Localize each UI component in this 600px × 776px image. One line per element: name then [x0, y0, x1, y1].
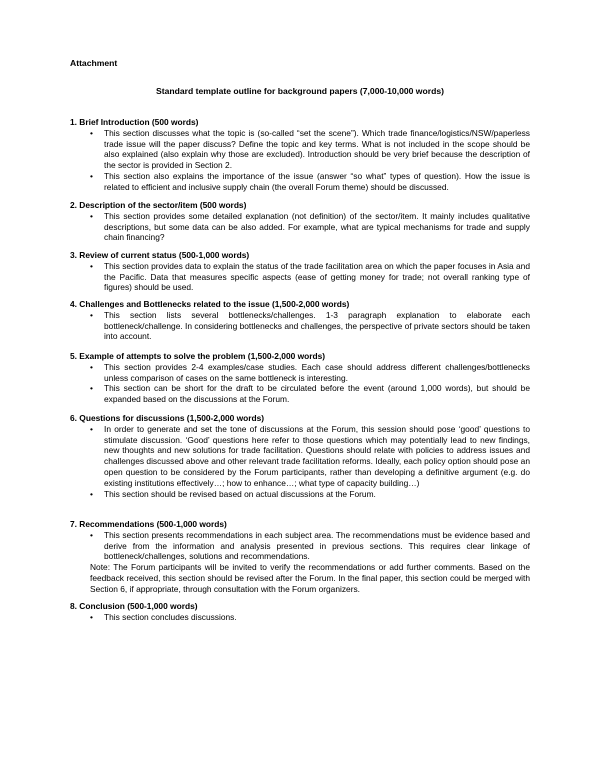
section-heading: 3. Review of current status (500-1,000 words)	[70, 250, 250, 260]
section-note: Note: The Forum participants will be invited to verify the recommendations or add further comments. Based on the feedback received, this section should be revised after the Forum. In the final paper, this section could be merged with Section 6, if appropriate, through consultation with the Forum organizers.	[90, 562, 530, 594]
bullet-list	[70, 530, 530, 562]
bullet-item: • This section discusses what the topic is (so-called “set the scene”). Which trade finance/logistics/NSW/paperless trade issue will the paper discuss? Define the topic and key terms. What is not included in the scope should be also explained (also explain why those are excluded). Introduction should be very brief because the description of the sector is provided in Section 2.	[90, 128, 530, 171]
attachment-label: Attachment	[70, 58, 118, 68]
section-heading: 4. Challenges and Bottlenecks related to the issue (1,500-2,000 words)	[70, 299, 350, 309]
section-description	[70, 200, 530, 243]
document-title: Standard template outline for background papers (7,000-10,000 words)	[156, 86, 444, 96]
section-challenges	[70, 299, 530, 342]
section-heading: 5. Example of attempts to solve the problem (1,500-2,000 words)	[70, 351, 326, 361]
section-heading: 6. Questions for discussions (1,500-2,000 words)	[70, 413, 265, 423]
bullet-list	[70, 128, 530, 193]
section-heading: 1. Brief Introduction (500 words)	[70, 117, 199, 127]
section-heading: 2. Description of the sector/item (500 words)	[70, 200, 247, 210]
bullet-item: • This section concludes discussions.	[90, 612, 530, 623]
bullet-item: • This section lists several bottlenecks/challenges. 1-3 paragraph explanation to elaborate each bottleneck/challenge. In considering bottlenecks and challenges, the perspective of private sectors should be taken into account.	[90, 310, 530, 342]
section-review	[70, 250, 530, 293]
bullet-item: • This section also explains the importance of the issue (answer “so what” types of question). How the issue is related to efficient and inclusive supply chain (the overall Forum theme) should be discussed.	[90, 171, 530, 193]
section-conclusion	[70, 601, 530, 623]
section-heading: 8. Conclusion (500-1,000 words)	[70, 601, 198, 611]
section-brief-introduction	[70, 117, 530, 193]
bullet-list	[70, 362, 530, 405]
section-questions	[70, 413, 530, 499]
bullet-item: • This section provides some detailed explanation (not definition) of the sector/item. It mainly includes qualitative descriptions, but some data can be also added. For example, what are typical mechanisms for trade and supply chain financing?	[90, 211, 530, 243]
bullet-item: • This section presents recommendations in each subject area. The recommendations must be evidence based and derive from the information and analysis presented in previous sections. This requires clear linkage of bottleneck/challenges, solutions and recommendations.	[90, 530, 530, 562]
bullet-list	[70, 424, 530, 500]
bullet-item: • This section should be revised based on actual discussions at the Forum.	[90, 489, 530, 500]
section-recommendations	[70, 519, 530, 595]
bullet-list	[70, 310, 530, 342]
bullet-item: • This section can be short for the draft to be circulated before the event (around 1,000 words), but should be expanded based on the discussions at the Forum.	[90, 383, 530, 405]
bullet-item: • This section provides 2-4 examples/case studies. Each case should address different challenges/bottlenecks unless comparison of cases on the same bottleneck is interesting.	[90, 362, 530, 384]
bullet-list	[70, 211, 530, 243]
section-heading: 7. Recommendations (500-1,000 words)	[70, 519, 227, 529]
bullet-item: • In order to generate and set the tone of discussions at the Forum, this session should pose ‘good’ questions to stimulate discussion. ‘Good’ questions here refer to those questions which may potentially lead to new findings, new thoughts and new solutions for trade facilitation. Questions should relate with policies to address issues and challenges discussed above and other relevant trade facilitation reforms. Ideally, each policy option should pose an open question to be considered by the Forum participants, rather than developing a definitive argument (e.g. do existing institutions effectively…; how to enhance…; what type of capacity building…)	[90, 424, 530, 489]
bullet-item: • This section provides data to explain the status of the trade facilitation area on which the paper focuses in Asia and the Pacific. Data that measures specific aspects (ease of getting money for trade; not overall ranking type of figures) should be used.	[90, 261, 530, 293]
bullet-list	[70, 612, 530, 623]
bullet-list	[70, 261, 530, 293]
section-examples	[70, 351, 530, 405]
